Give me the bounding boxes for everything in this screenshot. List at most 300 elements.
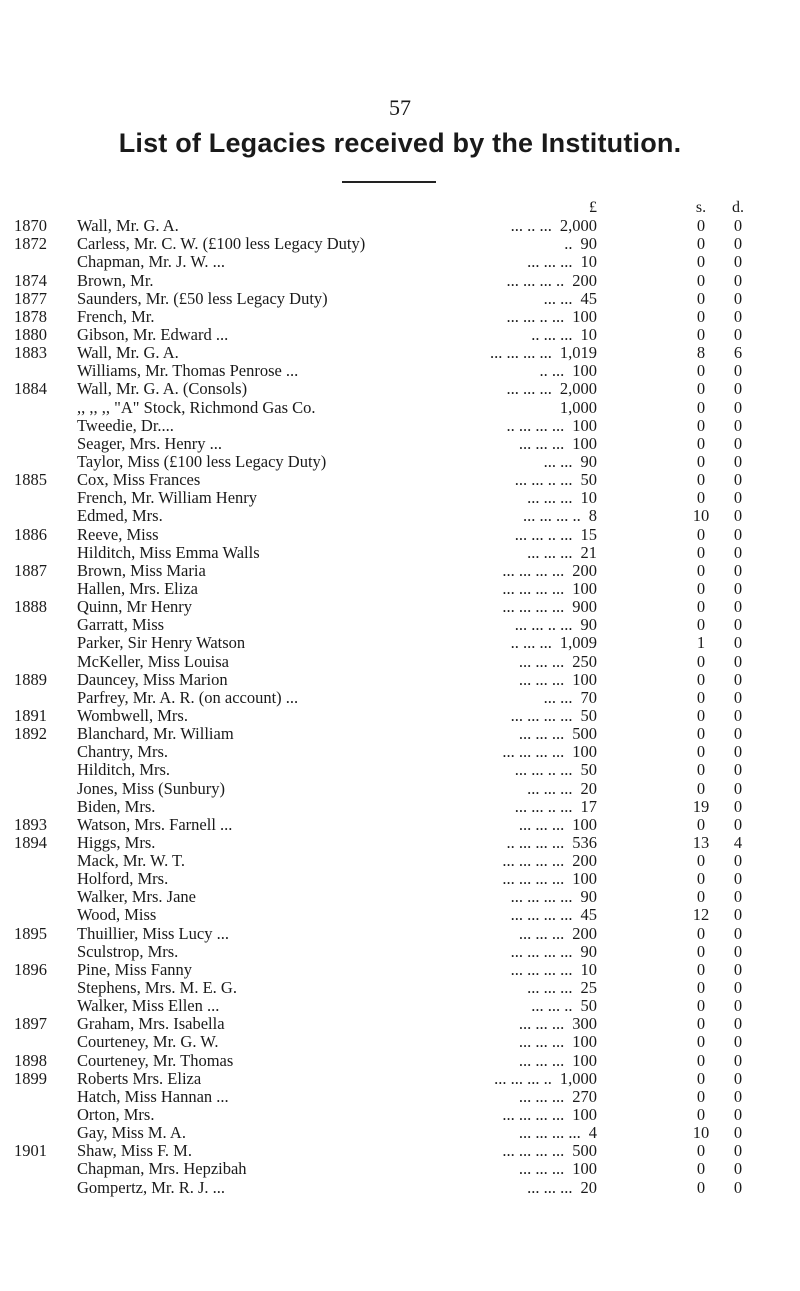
legacy-row bbox=[0, 906, 800, 924]
legacy-row bbox=[0, 761, 800, 779]
legacy-year: 1893 bbox=[14, 814, 47, 834]
legacy-pounds: 200 bbox=[572, 851, 597, 871]
legacy-year: 1892 bbox=[14, 724, 47, 744]
legacy-shillings: 0 bbox=[696, 978, 706, 998]
legacy-pounds: 4 bbox=[588, 1123, 597, 1143]
dot-leader: ... ... ... .. bbox=[523, 506, 581, 526]
legacy-shillings: 19 bbox=[692, 796, 710, 816]
legacy-year: 1877 bbox=[14, 288, 47, 308]
legacy-year: 1878 bbox=[14, 306, 47, 326]
legacy-name: Sculstrop, Mrs. bbox=[77, 941, 179, 961]
dot-leader: ... ... ... bbox=[527, 1177, 573, 1197]
legacy-pounds: 70 bbox=[580, 687, 597, 707]
legacy-name: Quinn, Mr Henry bbox=[77, 597, 193, 617]
legacy-name: Watson, Mrs. Farnell ... bbox=[77, 814, 233, 834]
legacy-name: Blanchard, Mr. William bbox=[77, 724, 234, 744]
legacy-pounds: 17 bbox=[580, 796, 597, 816]
legacy-pounds: 10 bbox=[580, 252, 597, 272]
legacy-year: 1901 bbox=[14, 1141, 47, 1161]
legacy-shillings: 0 bbox=[696, 742, 706, 762]
legacy-pence: 0 bbox=[733, 379, 743, 399]
legacy-row bbox=[0, 235, 800, 253]
title-divider bbox=[342, 181, 436, 183]
legacy-shillings: 0 bbox=[696, 615, 706, 635]
legacy-pence: 0 bbox=[733, 851, 743, 871]
legacy-row bbox=[0, 489, 800, 507]
dot-leader: ... ... ... ... bbox=[502, 1141, 565, 1161]
legacy-name: Parfrey, Mr. A. R. (on account) ... bbox=[77, 687, 299, 707]
dot-leader: ... ... ... .. bbox=[506, 270, 565, 290]
legacy-row bbox=[0, 707, 800, 725]
legacy-pounds: 2,000 bbox=[559, 379, 597, 399]
dot-leader: .. ... ... ... bbox=[506, 415, 565, 435]
legacy-row bbox=[0, 1142, 800, 1160]
legacy-pence: 0 bbox=[733, 252, 743, 272]
legacy-rows bbox=[0, 217, 800, 1197]
legacy-year: 1894 bbox=[14, 832, 47, 852]
legacy-shillings: 0 bbox=[696, 1068, 706, 1088]
legacy-pence: 0 bbox=[733, 1105, 743, 1125]
legacy-pounds: 50 bbox=[580, 470, 597, 490]
legacy-name: Holford, Mrs. bbox=[77, 869, 169, 889]
legacy-row bbox=[0, 816, 800, 834]
legacy-name: Taylor, Miss (£100 less Legacy Duty) bbox=[77, 451, 327, 471]
dot-leader: .. bbox=[564, 234, 573, 254]
legacy-row bbox=[0, 380, 800, 398]
legacy-name: Roberts Mrs. Eliza bbox=[77, 1068, 202, 1088]
legacy-name: Walker, Miss Ellen ... bbox=[77, 996, 220, 1016]
legacy-year: 1884 bbox=[14, 379, 47, 399]
legacy-name: Gompertz, Mr. R. J. ... bbox=[77, 1177, 226, 1197]
legacy-shillings: 0 bbox=[696, 524, 706, 544]
legacy-pounds: 1,009 bbox=[559, 633, 597, 653]
legacy-name: ,, ,, ,, "A" Stock, Richmond Gas Co. bbox=[77, 397, 316, 417]
legacy-year: 1872 bbox=[14, 234, 47, 254]
legacy-pence: 0 bbox=[733, 1141, 743, 1161]
legacy-name: Stephens, Mrs. M. E. G. bbox=[77, 978, 237, 998]
legacy-pounds: 90 bbox=[580, 451, 597, 471]
legacy-shillings: 0 bbox=[696, 1086, 706, 1106]
legacy-row bbox=[0, 1070, 800, 1088]
dot-leader: ... ... bbox=[543, 687, 573, 707]
legacy-name: Chapman, Mr. J. W. ... bbox=[77, 252, 226, 272]
legacy-shillings: 0 bbox=[696, 669, 706, 689]
legacy-pence: 0 bbox=[733, 234, 743, 254]
legacy-pence: 0 bbox=[733, 651, 743, 671]
legacy-pence: 0 bbox=[733, 451, 743, 471]
legacy-pence: 0 bbox=[733, 1177, 743, 1197]
legacy-name: Gibson, Mr. Edward ... bbox=[77, 324, 229, 344]
legacy-pence: 0 bbox=[733, 814, 743, 834]
legacy-pence: 0 bbox=[733, 1014, 743, 1034]
column-header-row bbox=[0, 199, 800, 217]
dot-leader: ... ... ... ... bbox=[518, 1123, 581, 1143]
legacy-shillings: 0 bbox=[696, 288, 706, 308]
legacy-name: Hallen, Mrs. Eliza bbox=[77, 578, 198, 598]
dot-leader: ... ... ... bbox=[518, 651, 565, 671]
legacy-row bbox=[0, 435, 800, 453]
legacy-pence: 0 bbox=[733, 996, 743, 1016]
legacy-year: 1898 bbox=[14, 1050, 47, 1070]
legacy-pence: 0 bbox=[733, 324, 743, 344]
legacy-name: Garratt, Miss bbox=[77, 615, 165, 635]
legacy-pounds: 100 bbox=[572, 306, 597, 326]
legacy-shillings: 0 bbox=[696, 941, 706, 961]
dot-leader: ... ... .. ... bbox=[514, 760, 573, 780]
legacy-shillings: 0 bbox=[696, 651, 706, 671]
legacy-pounds: 536 bbox=[572, 832, 597, 852]
legacy-row bbox=[0, 943, 800, 961]
dot-leader: ... ... ... bbox=[527, 778, 573, 798]
legacy-pounds: 200 bbox=[572, 270, 597, 290]
legacy-name: Hatch, Miss Hannan ... bbox=[77, 1086, 229, 1106]
legacy-pounds: 100 bbox=[572, 578, 597, 598]
legacy-row bbox=[0, 798, 800, 816]
legacy-shillings: 0 bbox=[696, 578, 706, 598]
legacy-shillings: 0 bbox=[696, 814, 706, 834]
dot-leader: ... ... ... bbox=[518, 724, 565, 744]
legacy-pence: 0 bbox=[733, 578, 743, 598]
legacy-name: Cox, Miss Frances bbox=[77, 470, 201, 490]
legacy-name: Reeve, Miss bbox=[77, 524, 159, 544]
legacy-pounds: 90 bbox=[580, 234, 597, 254]
legacy-row bbox=[0, 417, 800, 435]
dot-leader: ... ... ... bbox=[518, 1050, 565, 1070]
legacy-pence: 0 bbox=[733, 978, 743, 998]
shillings-header: s. bbox=[695, 199, 707, 216]
legacy-pence: 0 bbox=[733, 1068, 743, 1088]
legacy-pence: 0 bbox=[733, 524, 743, 544]
dot-leader: ... ... .. ... bbox=[514, 470, 573, 490]
legacy-year: 1899 bbox=[14, 1068, 47, 1088]
legacy-row bbox=[0, 326, 800, 344]
legacy-row bbox=[0, 870, 800, 888]
legacy-shillings: 0 bbox=[696, 1050, 706, 1070]
legacy-year: 1886 bbox=[14, 524, 47, 544]
dot-leader: ... ... .. ... bbox=[514, 524, 573, 544]
legacy-pence: 0 bbox=[733, 306, 743, 326]
legacy-row bbox=[0, 834, 800, 852]
legacy-pounds: 20 bbox=[580, 778, 597, 798]
dot-leader: ... ... ... ... bbox=[510, 887, 573, 907]
legacy-row bbox=[0, 399, 800, 417]
legacy-shillings: 0 bbox=[696, 1105, 706, 1125]
legacy-name: Brown, Mr. bbox=[77, 270, 154, 290]
legacy-pounds: 100 bbox=[572, 361, 597, 381]
legacy-pence: 0 bbox=[733, 433, 743, 453]
legacy-shillings: 0 bbox=[696, 234, 706, 254]
legacy-pence: 0 bbox=[733, 270, 743, 290]
legacy-row bbox=[0, 308, 800, 326]
legacy-pounds: 50 bbox=[580, 705, 597, 725]
dot-leader: ... ... ... ... bbox=[502, 578, 565, 598]
legacy-row bbox=[0, 1015, 800, 1033]
legacy-pounds: 45 bbox=[580, 288, 597, 308]
legacy-row bbox=[0, 961, 800, 979]
legacy-name: Saunders, Mr. (£50 less Legacy Duty) bbox=[77, 288, 328, 308]
legacy-shillings: 0 bbox=[696, 1177, 706, 1197]
legacy-row bbox=[0, 471, 800, 489]
legacy-name: Tweedie, Dr.... bbox=[77, 415, 174, 435]
legacy-pence: 0 bbox=[733, 923, 743, 943]
legacy-pence: 0 bbox=[733, 760, 743, 780]
legacy-pounds: 100 bbox=[572, 1159, 597, 1179]
legacy-name: Wombwell, Mrs. bbox=[77, 705, 188, 725]
legacy-pence: 6 bbox=[733, 343, 743, 363]
legacy-name: Chantry, Mrs. bbox=[77, 742, 169, 762]
dot-leader: ... ... ... ... bbox=[502, 869, 565, 889]
legacy-shillings: 10 bbox=[692, 1123, 710, 1143]
legacy-shillings: 0 bbox=[696, 959, 706, 979]
legacy-pounds: 50 bbox=[580, 996, 597, 1016]
legacy-pence: 0 bbox=[733, 941, 743, 961]
legacy-shillings: 0 bbox=[696, 433, 706, 453]
legacy-name: Thuillier, Miss Lucy ... bbox=[77, 923, 229, 943]
legacy-name: Parker, Sir Henry Watson bbox=[77, 633, 246, 653]
legacy-name: Edmed, Mrs. bbox=[77, 506, 163, 526]
legacy-pounds: 15 bbox=[580, 524, 597, 544]
dot-leader: ... .. ... bbox=[510, 216, 552, 236]
legacy-pounds: 50 bbox=[580, 760, 597, 780]
legacy-row bbox=[0, 362, 800, 380]
legacy-pounds: 270 bbox=[572, 1086, 597, 1106]
legacy-shillings: 0 bbox=[696, 760, 706, 780]
legacy-row bbox=[0, 290, 800, 308]
legacy-year: 1889 bbox=[14, 669, 47, 689]
legacy-pence: 0 bbox=[733, 778, 743, 798]
dot-leader: ... ... ... bbox=[527, 542, 573, 562]
dot-leader: ... ... ... bbox=[518, 814, 565, 834]
legacy-shillings: 0 bbox=[696, 379, 706, 399]
legacy-pounds: 100 bbox=[572, 742, 597, 762]
legacy-pounds: 500 bbox=[572, 1141, 597, 1161]
legacy-pounds: 2,000 bbox=[559, 216, 597, 236]
dot-leader: ... ... ... bbox=[518, 433, 565, 453]
legacy-year: 1897 bbox=[14, 1014, 47, 1034]
legacy-pence: 0 bbox=[733, 560, 743, 580]
dot-leader: ... ... bbox=[543, 288, 573, 308]
legacy-row bbox=[0, 253, 800, 271]
legacy-pence: 0 bbox=[733, 705, 743, 725]
legacy-shillings: 10 bbox=[692, 506, 710, 526]
legacy-row bbox=[0, 507, 800, 525]
legacy-name: Gay, Miss M. A. bbox=[77, 1123, 186, 1143]
dot-leader: ... ... ... bbox=[518, 1086, 565, 1106]
legacy-pounds: 100 bbox=[572, 869, 597, 889]
legacy-year: 1880 bbox=[14, 324, 47, 344]
dot-leader: ... ... ... ... bbox=[502, 560, 565, 580]
legacy-name: Graham, Mrs. Isabella bbox=[77, 1014, 225, 1034]
dot-leader: .. ... ... bbox=[531, 324, 573, 344]
dot-leader: ... ... ... bbox=[527, 978, 573, 998]
legacy-row bbox=[0, 1160, 800, 1178]
legacy-pounds: 200 bbox=[572, 560, 597, 580]
legacy-shillings: 0 bbox=[696, 724, 706, 744]
legacy-name: Wood, Miss bbox=[77, 905, 157, 925]
legacy-pounds: 200 bbox=[572, 923, 597, 943]
legacy-shillings: 0 bbox=[696, 687, 706, 707]
legacy-shillings: 0 bbox=[696, 470, 706, 490]
legacy-pounds: 1,000 bbox=[559, 1068, 597, 1088]
legacy-name: Hilditch, Mrs. bbox=[77, 760, 171, 780]
dot-leader: ... ... ... ... bbox=[502, 742, 565, 762]
legacy-pounds: 100 bbox=[572, 814, 597, 834]
legacy-name: McKeller, Miss Louisa bbox=[77, 651, 229, 671]
legacy-pence: 0 bbox=[733, 397, 743, 417]
legacy-pence: 0 bbox=[733, 1032, 743, 1052]
legacy-pence: 0 bbox=[733, 615, 743, 635]
dot-leader: ... ... ... bbox=[527, 252, 573, 272]
legacy-row bbox=[0, 453, 800, 471]
legacy-row bbox=[0, 1052, 800, 1070]
legacy-pounds: 100 bbox=[572, 1032, 597, 1052]
legacy-pounds: 500 bbox=[572, 724, 597, 744]
legacy-shillings: 0 bbox=[696, 451, 706, 471]
dot-leader: ... ... bbox=[543, 451, 573, 471]
legacy-shillings: 0 bbox=[696, 887, 706, 907]
legacy-shillings: 0 bbox=[696, 397, 706, 417]
legacy-shillings: 0 bbox=[696, 851, 706, 871]
legacy-name: Shaw, Miss F. M. bbox=[77, 1141, 192, 1161]
dot-leader: ... ... ... ... bbox=[502, 597, 565, 617]
legacy-pounds: 100 bbox=[572, 1105, 597, 1125]
legacy-name: Jones, Miss (Sunbury) bbox=[77, 778, 226, 798]
legacy-pounds: 10 bbox=[580, 959, 597, 979]
legacy-name: Wall, Mr. G. A. bbox=[77, 343, 179, 363]
legacy-pounds: 20 bbox=[580, 1177, 597, 1197]
legacy-shillings: 0 bbox=[696, 869, 706, 889]
legacy-shillings: 0 bbox=[696, 778, 706, 798]
legacy-shillings: 0 bbox=[696, 1032, 706, 1052]
legacy-name: Pine, Miss Fanny bbox=[77, 959, 193, 979]
legacy-pounds: 900 bbox=[572, 597, 597, 617]
legacy-row bbox=[0, 689, 800, 707]
legacy-name: Mack, Mr. W. T. bbox=[77, 851, 186, 871]
dot-leader: ... ... ... .. bbox=[494, 1068, 552, 1088]
legacy-row bbox=[0, 979, 800, 997]
legacy-year: 1895 bbox=[14, 923, 47, 943]
legacy-name: Chapman, Mrs. Hepzibah bbox=[77, 1159, 247, 1179]
legacy-shillings: 0 bbox=[696, 415, 706, 435]
legacy-pence: 0 bbox=[733, 724, 743, 744]
legacy-shillings: 0 bbox=[696, 1141, 706, 1161]
legacy-year: 1887 bbox=[14, 560, 47, 580]
legacy-name: Orton, Mrs. bbox=[77, 1105, 155, 1125]
legacy-name: Seager, Mrs. Henry ... bbox=[77, 433, 223, 453]
legacy-pence: 0 bbox=[733, 488, 743, 508]
legacy-name: Williams, Mr. Thomas Penrose ... bbox=[77, 361, 299, 381]
legacy-name: Wall, Mr. G. A. bbox=[77, 216, 179, 236]
legacy-pence: 0 bbox=[733, 669, 743, 689]
legacy-pounds: 90 bbox=[580, 941, 597, 961]
legacy-name: Hilditch, Miss Emma Walls bbox=[77, 542, 260, 562]
legacy-row bbox=[0, 272, 800, 290]
legacy-name: Higgs, Mrs. bbox=[77, 832, 156, 852]
legacy-pence: 0 bbox=[733, 470, 743, 490]
legacy-shillings: 0 bbox=[696, 542, 706, 562]
legacy-pence: 0 bbox=[733, 633, 743, 653]
legacy-pence: 0 bbox=[733, 687, 743, 707]
dot-leader: ... ... ... bbox=[518, 1032, 565, 1052]
legacy-row bbox=[0, 997, 800, 1015]
dot-leader: .. ... bbox=[539, 361, 565, 381]
legacy-row bbox=[0, 544, 800, 562]
legacy-row bbox=[0, 852, 800, 870]
legacy-shillings: 8 bbox=[696, 343, 706, 363]
legacy-shillings: 0 bbox=[696, 361, 706, 381]
dot-leader: .. ... ... ... bbox=[506, 832, 565, 852]
legacy-shillings: 13 bbox=[692, 832, 710, 852]
legacy-name: Dauncey, Miss Marion bbox=[77, 669, 228, 689]
legacy-shillings: 0 bbox=[696, 1014, 706, 1034]
dot-leader: ... ... ... ... bbox=[490, 343, 552, 363]
legacy-pence: 0 bbox=[733, 506, 743, 526]
legacy-row bbox=[0, 888, 800, 906]
legacy-row bbox=[0, 344, 800, 362]
dot-leader: .. ... ... bbox=[510, 633, 552, 653]
legacy-pence: 0 bbox=[733, 796, 743, 816]
legacy-name: Wall, Mr. G. A. (Consols) bbox=[77, 379, 248, 399]
dot-leader: ... ... ... bbox=[506, 379, 552, 399]
legacy-pence: 0 bbox=[733, 597, 743, 617]
legacy-shillings: 0 bbox=[696, 923, 706, 943]
legacy-pence: 0 bbox=[733, 887, 743, 907]
legacy-row bbox=[0, 653, 800, 671]
legacy-shillings: 1 bbox=[696, 633, 706, 653]
legacy-pence: 0 bbox=[733, 905, 743, 925]
legacy-pence: 0 bbox=[733, 742, 743, 762]
pounds-header: £ bbox=[589, 199, 597, 216]
legacy-year: 1891 bbox=[14, 705, 47, 725]
legacy-name: Carless, Mr. C. W. (£100 less Legacy Duty) bbox=[77, 234, 366, 254]
legacy-pounds: 90 bbox=[580, 615, 597, 635]
legacy-row bbox=[0, 925, 800, 943]
legacy-pence: 0 bbox=[733, 216, 743, 236]
legacy-pence: 0 bbox=[733, 1123, 743, 1143]
legacy-pence: 0 bbox=[733, 415, 743, 435]
legacy-row bbox=[0, 616, 800, 634]
dot-leader: ... ... ... bbox=[527, 488, 573, 508]
legacy-row bbox=[0, 743, 800, 761]
legacy-name: Courteney, Mr. Thomas bbox=[77, 1050, 234, 1070]
legacy-pounds: 100 bbox=[572, 415, 597, 435]
legacy-shillings: 0 bbox=[696, 216, 706, 236]
legacy-pounds: 21 bbox=[580, 542, 597, 562]
page-number: 57 bbox=[389, 95, 411, 120]
legacy-year: 1883 bbox=[14, 343, 47, 363]
dot-leader: ... ... ... ... bbox=[510, 941, 573, 961]
legacy-pounds: 100 bbox=[572, 433, 597, 453]
legacy-pounds: 10 bbox=[580, 324, 597, 344]
legacy-pence: 0 bbox=[733, 1086, 743, 1106]
legacy-shillings: 12 bbox=[692, 905, 710, 925]
legacy-row bbox=[0, 1124, 800, 1142]
legacy-row bbox=[0, 1106, 800, 1124]
page-title: List of Legacies received by the Institution. bbox=[118, 128, 682, 158]
legacy-pence: 0 bbox=[733, 1159, 743, 1179]
legacy-shillings: 0 bbox=[696, 306, 706, 326]
legacy-pounds: 100 bbox=[572, 1050, 597, 1070]
legacy-row bbox=[0, 580, 800, 598]
legacy-name: Biden, Mrs. bbox=[77, 796, 156, 816]
legacy-name: Courteney, Mr. G. W. bbox=[77, 1032, 219, 1052]
legacy-shillings: 0 bbox=[696, 324, 706, 344]
dot-leader: ... ... ... bbox=[518, 923, 565, 943]
legacy-row bbox=[0, 526, 800, 544]
pence-header: d. bbox=[732, 199, 744, 216]
legacy-shillings: 0 bbox=[696, 996, 706, 1016]
legacy-row bbox=[0, 725, 800, 743]
